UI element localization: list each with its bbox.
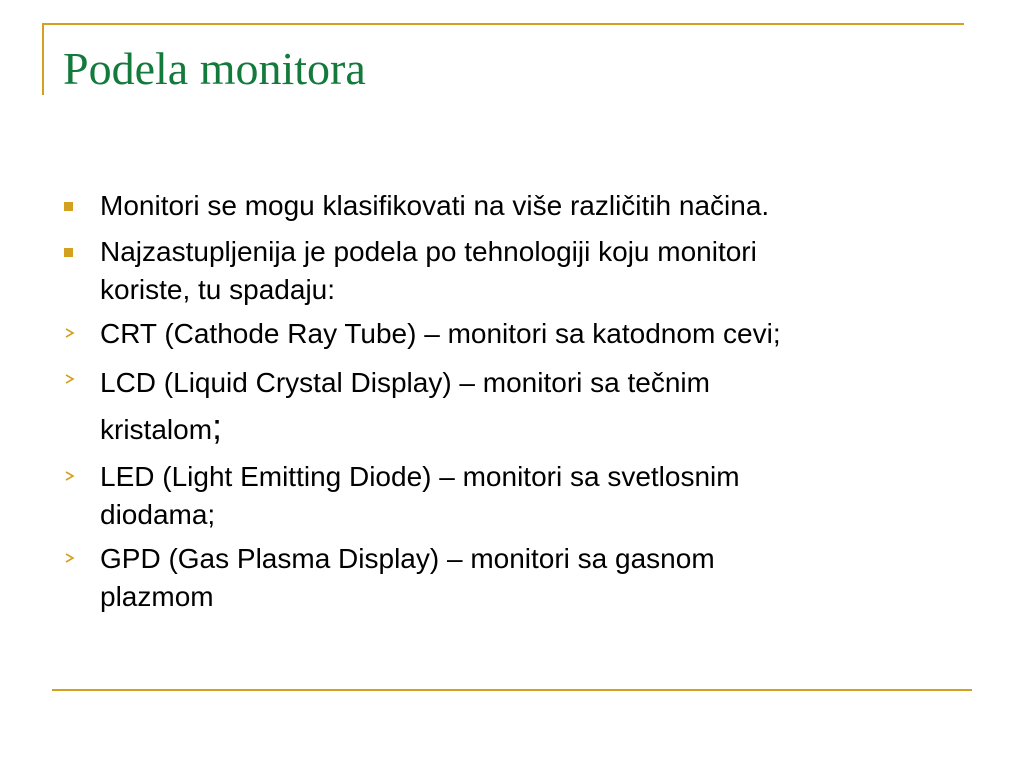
slide-title: Podela monitora — [63, 43, 366, 94]
bullet-text — [100, 315, 781, 353]
bullet-item — [62, 315, 962, 355]
frame-top-rule — [42, 23, 964, 25]
bullet-line: koriste, tu spadaju: — [100, 274, 336, 305]
bullet-line: CRT (Cathode Ray Tube) – monitori sa katodnom cevi; — [100, 318, 781, 349]
bullet-line: LED (Light Emitting Diode) – monitori sa svetlosnim — [100, 461, 740, 492]
bullet-item — [62, 187, 962, 227]
trailing-semicolon: ; — [212, 406, 223, 447]
bullet-item — [62, 458, 962, 534]
arrow-bullet-icon — [62, 315, 100, 355]
bullet-item — [62, 361, 962, 452]
bullet-line: Najzastupljenija je podela po tehnologiji koju monitori — [100, 236, 757, 267]
bullet-text — [100, 233, 757, 309]
square-bullet-icon — [62, 187, 100, 227]
frame-left-rule — [42, 23, 44, 95]
bullet-item — [62, 233, 962, 309]
bullet-line: plazmom — [100, 581, 214, 612]
bullet-line: GPD (Gas Plasma Display) – monitori sa gasnom — [100, 543, 715, 574]
bullet-text — [100, 540, 715, 616]
bullet-text — [100, 187, 769, 225]
arrow-bullet-icon — [62, 361, 100, 401]
bullet-text — [100, 361, 710, 452]
bullet-list — [62, 187, 962, 622]
bullet-line: diodama; — [100, 499, 216, 530]
frame-bottom-rule — [52, 689, 972, 691]
bullet-line: LCD (Liquid Crystal Display) – monitori sa tečnim — [100, 367, 710, 398]
bullet-line: Monitori se mogu klasifikovati na više različitih načina. — [100, 190, 770, 221]
bullet-text — [100, 458, 740, 534]
square-bullet-icon — [62, 233, 100, 273]
arrow-bullet-icon — [62, 540, 100, 580]
bullet-item — [62, 540, 962, 616]
arrow-bullet-icon — [62, 458, 100, 498]
bullet-line: kristalom — [100, 414, 213, 445]
